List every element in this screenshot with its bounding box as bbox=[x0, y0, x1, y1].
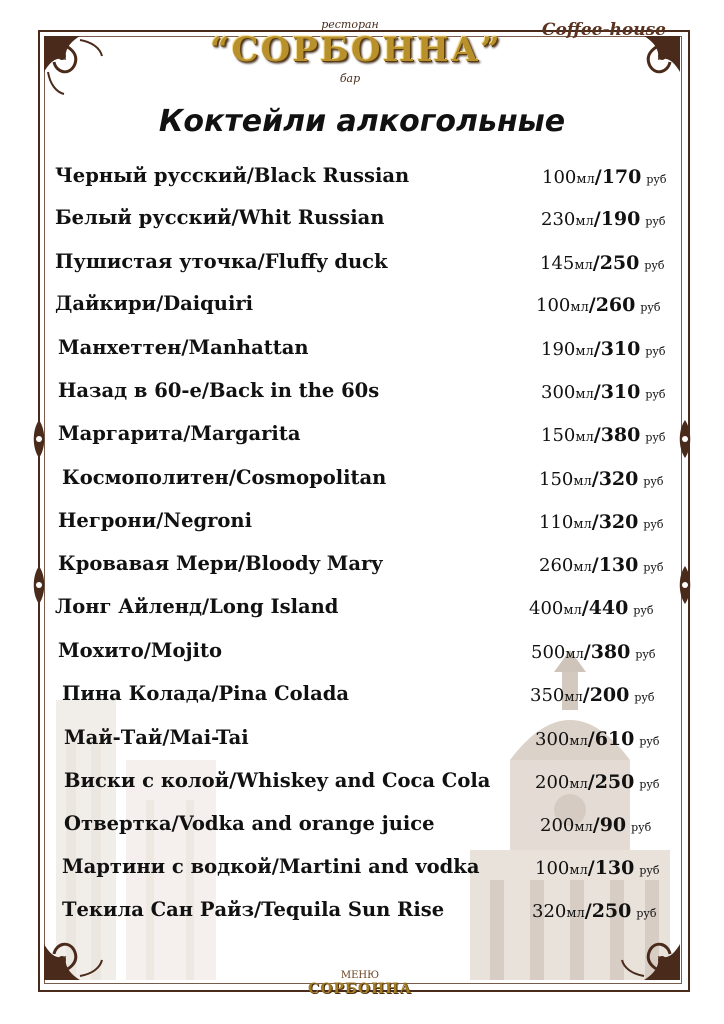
item-volume: 320 bbox=[532, 901, 567, 922]
item-currency: руб bbox=[646, 173, 667, 186]
item-volume: 150 bbox=[539, 469, 574, 490]
item-price: 130 bbox=[594, 857, 635, 879]
item-volume: 300 bbox=[541, 382, 576, 403]
item-price-group bbox=[541, 338, 666, 360]
item-volume: 110 bbox=[539, 512, 574, 533]
item-price-group bbox=[536, 294, 661, 316]
item-name: Космополитен/Cosmopolitan bbox=[62, 466, 387, 489]
item-currency: руб bbox=[645, 215, 666, 228]
item-volume-unit: мл bbox=[575, 387, 594, 402]
price-separator: / bbox=[581, 597, 589, 619]
item-price: 380 bbox=[590, 641, 631, 663]
logo-main-text: “СОРБОННА” bbox=[210, 30, 502, 70]
item-price-group bbox=[531, 641, 656, 663]
item-price-group bbox=[542, 166, 667, 188]
menu-item bbox=[0, 422, 724, 448]
item-price: 310 bbox=[600, 338, 641, 360]
price-separator: / bbox=[582, 684, 590, 706]
item-volume: 100 bbox=[542, 167, 577, 188]
item-currency: руб bbox=[633, 604, 654, 617]
footer-logo-top: МЕНЮ bbox=[340, 970, 380, 981]
item-name: Мартини с водкой/Martini and vodka bbox=[62, 855, 480, 878]
price-separator: / bbox=[593, 338, 601, 360]
item-price: 190 bbox=[600, 208, 641, 230]
item-price: 130 bbox=[598, 554, 639, 576]
item-volume-unit: мл bbox=[573, 474, 592, 489]
price-separator: / bbox=[592, 252, 600, 274]
price-separator: / bbox=[591, 511, 599, 533]
item-price: 250 bbox=[594, 771, 635, 793]
item-volume-unit: мл bbox=[569, 777, 588, 792]
footer-logo bbox=[300, 970, 420, 997]
price-separator: / bbox=[594, 166, 602, 188]
item-currency: руб bbox=[645, 431, 666, 444]
item-currency: руб bbox=[639, 778, 660, 791]
coffee-house-label: Coffee-house bbox=[541, 20, 666, 40]
item-volume: 190 bbox=[541, 339, 576, 360]
item-name: Виски с колой/Whiskey and Coca Cola bbox=[64, 769, 491, 792]
item-volume: 500 bbox=[531, 642, 566, 663]
price-separator: / bbox=[588, 294, 596, 316]
menu-item bbox=[0, 552, 724, 578]
item-volume: 200 bbox=[540, 815, 575, 836]
item-volume: 200 bbox=[535, 772, 570, 793]
item-price: 250 bbox=[599, 252, 640, 274]
item-price-group bbox=[539, 554, 664, 576]
item-volume: 100 bbox=[535, 858, 570, 879]
item-name: Май-Тай/Mai-Tai bbox=[64, 726, 249, 749]
item-price: 170 bbox=[601, 166, 642, 188]
item-name: Кровавая Мери/Bloody Mary bbox=[58, 552, 383, 575]
price-separator: / bbox=[592, 814, 600, 836]
item-price-group bbox=[541, 424, 666, 446]
item-price-group bbox=[541, 208, 666, 230]
item-volume: 230 bbox=[541, 209, 576, 230]
item-volume-unit: мл bbox=[563, 603, 582, 618]
item-volume: 260 bbox=[539, 555, 574, 576]
item-name: Текила Сан Райз/Tequila Sun Rise bbox=[62, 898, 445, 921]
item-price-group bbox=[540, 252, 665, 274]
item-name: Белый русский/Whit Russian bbox=[55, 206, 385, 229]
item-price-group bbox=[539, 468, 664, 490]
price-separator: / bbox=[587, 857, 595, 879]
item-volume-unit: мл bbox=[574, 258, 593, 273]
menu-item bbox=[0, 379, 724, 405]
item-volume-unit: мл bbox=[573, 517, 592, 532]
item-volume-unit: мл bbox=[570, 300, 589, 315]
item-volume: 150 bbox=[541, 425, 576, 446]
footer-logo-main: СОРБОННА bbox=[308, 981, 412, 997]
item-volume: 100 bbox=[536, 295, 571, 316]
item-price-group bbox=[540, 814, 651, 836]
item-name: Манхеттен/Manhattan bbox=[58, 336, 309, 359]
item-price-group bbox=[532, 900, 657, 922]
item-currency: руб bbox=[631, 821, 652, 834]
menu-item bbox=[0, 855, 724, 881]
item-currency: руб bbox=[636, 907, 657, 920]
price-separator: / bbox=[587, 728, 595, 750]
price-separator: / bbox=[584, 900, 592, 922]
menu-item bbox=[0, 164, 724, 190]
item-price: 200 bbox=[589, 684, 630, 706]
menu-item bbox=[0, 769, 724, 795]
restaurant-logo bbox=[210, 16, 502, 90]
item-price-group bbox=[539, 511, 664, 533]
item-volume: 145 bbox=[540, 253, 575, 274]
item-price-group bbox=[530, 684, 655, 706]
item-currency: руб bbox=[639, 735, 660, 748]
menu-item bbox=[0, 250, 724, 276]
menu-item bbox=[0, 682, 724, 708]
item-volume-unit: мл bbox=[575, 344, 594, 359]
menu-item bbox=[0, 206, 724, 232]
item-price: 250 bbox=[591, 900, 632, 922]
price-separator: / bbox=[593, 381, 601, 403]
item-name: Лонг Айленд/Long Island bbox=[55, 595, 339, 618]
item-price: 310 bbox=[600, 381, 641, 403]
item-price: 440 bbox=[588, 597, 629, 619]
item-currency: руб bbox=[644, 259, 665, 272]
item-volume: 350 bbox=[530, 685, 565, 706]
item-price-group bbox=[529, 597, 654, 619]
item-volume-unit: мл bbox=[569, 863, 588, 878]
item-volume: 300 bbox=[535, 729, 570, 750]
item-name: Черный русский/Black Russian bbox=[55, 164, 410, 187]
price-separator: / bbox=[583, 641, 591, 663]
item-currency: руб bbox=[640, 301, 661, 314]
logo-top-text: ресторан bbox=[321, 18, 379, 31]
price-separator: / bbox=[593, 208, 601, 230]
item-price: 260 bbox=[595, 294, 636, 316]
item-volume-unit: мл bbox=[574, 820, 593, 835]
item-price-group bbox=[535, 728, 660, 750]
item-currency: руб bbox=[645, 388, 666, 401]
price-separator: / bbox=[587, 771, 595, 793]
item-volume-unit: мл bbox=[576, 172, 595, 187]
item-name: Отвертка/Vodka and orange juice bbox=[64, 812, 435, 835]
item-currency: руб bbox=[639, 864, 660, 877]
menu-item bbox=[0, 466, 724, 492]
item-volume-unit: мл bbox=[565, 647, 584, 662]
menu-item bbox=[0, 639, 724, 665]
item-name: Негрони/Negroni bbox=[58, 509, 253, 532]
item-volume-unit: мл bbox=[573, 560, 592, 575]
item-volume-unit: мл bbox=[575, 430, 594, 445]
item-volume: 400 bbox=[529, 598, 564, 619]
item-name: Пушистая уточка/Fluffy duck bbox=[55, 250, 388, 273]
item-currency: руб bbox=[643, 475, 664, 488]
price-separator: / bbox=[591, 554, 599, 576]
item-currency: руб bbox=[634, 691, 655, 704]
item-price-group bbox=[535, 771, 660, 793]
menu-item bbox=[0, 336, 724, 362]
item-volume-unit: мл bbox=[575, 214, 594, 229]
item-name: Мохито/Mojito bbox=[58, 639, 222, 662]
page-title: Коктейли алкогольные bbox=[158, 104, 566, 139]
menu-item bbox=[0, 898, 724, 924]
item-name: Назад в 60-е/Back in the 60s bbox=[58, 379, 380, 402]
item-price-group bbox=[541, 381, 666, 403]
menu-item bbox=[0, 595, 724, 621]
price-separator: / bbox=[591, 468, 599, 490]
item-price: 380 bbox=[600, 424, 641, 446]
item-currency: руб bbox=[635, 648, 656, 661]
menu-item bbox=[0, 292, 724, 318]
logo-bottom-text: бар bbox=[339, 72, 361, 85]
item-volume-unit: мл bbox=[569, 734, 588, 749]
item-name: Дайкири/Daiquiri bbox=[55, 292, 254, 315]
menu-item bbox=[0, 509, 724, 535]
menu-item bbox=[0, 812, 724, 838]
item-price: 90 bbox=[599, 814, 627, 836]
item-volume-unit: мл bbox=[566, 906, 585, 921]
item-volume-unit: мл bbox=[564, 690, 583, 705]
item-currency: руб bbox=[643, 561, 664, 574]
item-currency: руб bbox=[643, 518, 664, 531]
price-separator: / bbox=[593, 424, 601, 446]
item-price: 610 bbox=[594, 728, 635, 750]
item-price: 320 bbox=[598, 468, 639, 490]
menu-item bbox=[0, 726, 724, 752]
item-currency: руб bbox=[645, 345, 666, 358]
item-name: Пина Колада/Pina Colada bbox=[62, 682, 349, 705]
item-price-group bbox=[535, 857, 660, 879]
item-name: Маргарита/Margarita bbox=[58, 422, 301, 445]
item-price: 320 bbox=[598, 511, 639, 533]
